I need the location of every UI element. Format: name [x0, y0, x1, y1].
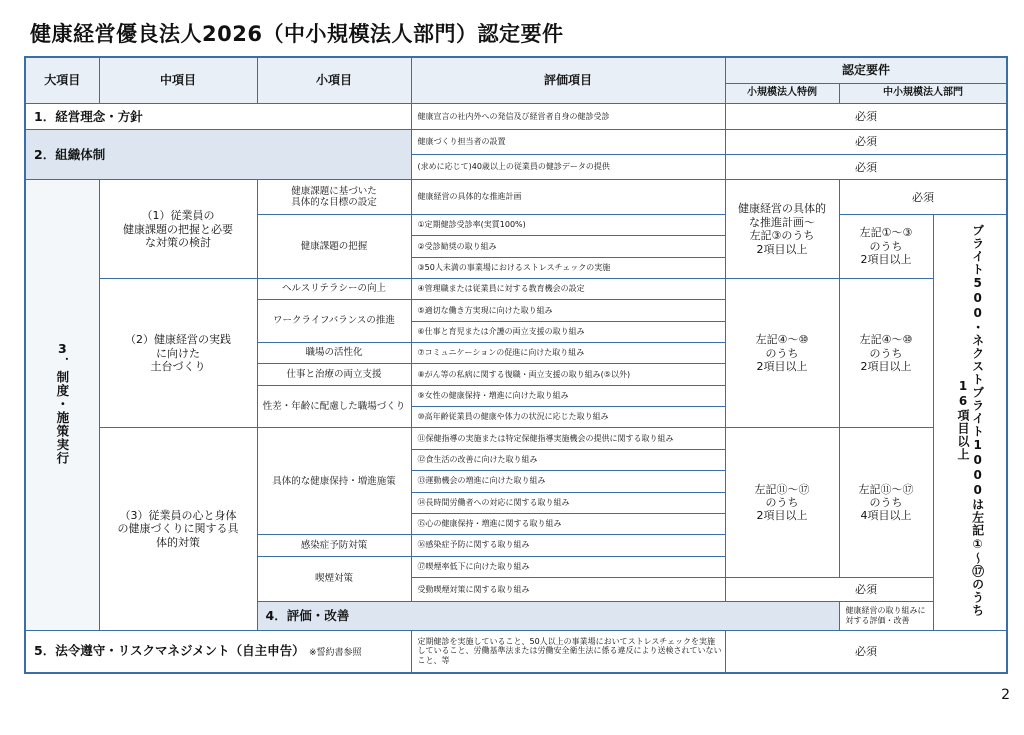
eval-item: ⑤適切な働き方実現に向けた取り組み	[411, 300, 725, 321]
section-5-note: ※誓約書参照	[308, 648, 362, 659]
section-4-label: 4．評価・改善	[257, 602, 839, 630]
section-3-text: 3．制度・施策実行	[54, 341, 70, 466]
mid-item-1: （1）従業員の 健康課題の把握と必要 な対策の検討	[99, 180, 257, 279]
eval-item: 定期健診を実施していること、50人以上の事業場においてストレスチェックを実施していること、労働基準法または労働安全衛生法に係る違反により送検されていないこと、等	[411, 630, 725, 673]
table-row	[25, 630, 1007, 673]
page-number: 2	[1001, 687, 1010, 703]
sub-item: 健康課題に基づいた 具体的な目標の設定	[257, 180, 411, 215]
condition-small-1: 健康経営の具体的 な推進計画～ 左記③のうち 2項目以上	[725, 180, 839, 279]
sub-item: 職場の活性化	[257, 343, 411, 364]
eval-item: ⑬運動機会の増進に向けた取り組み	[411, 471, 725, 492]
section-3-label	[25, 180, 99, 630]
eval-item: 健康経営の取り組みに対する評価・改善	[839, 602, 933, 630]
table-row	[25, 279, 1007, 300]
header-small-special: 小規模法人特例	[725, 83, 839, 103]
eval-item: ⑧がん等の私病に関する復職・両立支援の取り組み(⑤以外)	[411, 364, 725, 385]
sub-item: ワークライフバランスの推進	[257, 300, 411, 343]
table-row	[25, 104, 1007, 129]
eval-item: ⑭長時間労働者への対応に関する取り組み	[411, 492, 725, 513]
condition-chusho-2: 左記④～⑩ のうち 2項目以上	[839, 279, 933, 428]
eval-item: 受動喫煙対策に関する取り組み	[411, 577, 725, 601]
sub-item: 健康課題の把握	[257, 215, 411, 279]
requirements-table	[24, 56, 1008, 674]
page-title: 健康経営優良法人2026（中小規模法人部門）認定要件	[30, 22, 564, 46]
table-row	[25, 129, 1007, 154]
bright-condition-text: ブライト500・ネクストブライト1000は左記①～⑰のうち16項目以上	[956, 223, 985, 617]
requirement-cell: 必須	[725, 155, 1007, 180]
eval-item: ⑯感染症予防に関する取り組み	[411, 535, 725, 556]
eval-item: ⑦コミュニケーションの促進に向けた取り組み	[411, 343, 725, 364]
eval-item: ②受診勧奨の取り組み	[411, 236, 725, 257]
requirement-cell: 必須	[725, 577, 1007, 601]
header-chusho: 中小規模法人部門	[839, 83, 1007, 103]
eval-item: ⑨女性の健康保持・増進に向けた取り組み	[411, 385, 725, 406]
requirement-cell: 必須	[725, 104, 1007, 129]
eval-item: ⑫食生活の改善に向けた取り組み	[411, 449, 725, 470]
section-2-label: 2．組織体制	[25, 129, 411, 180]
section-1-label: 1．経営理念・方針	[25, 104, 411, 129]
eval-item: ⑮心の健康保持・増進に関する取り組み	[411, 513, 725, 534]
condition-small-2: 左記④～⑩ のうち 2項目以上	[725, 279, 839, 428]
mid-item-3: （3）従業員の心と身体 の健康づくりに関する具 体的対策	[99, 428, 257, 630]
sub-item: 具体的な健康保持・増進施策	[257, 428, 411, 535]
mid-item-2: （2）健康経営の実践 に向けた 土台づくり	[99, 279, 257, 428]
bright-condition	[933, 215, 1007, 631]
requirement-cell: 必須	[725, 630, 1007, 673]
table-header-row	[25, 57, 1007, 83]
header-chuukoumoku: 中項目	[99, 57, 257, 104]
eval-item: ⑥仕事と育児または介護の両立支援の取り組み	[411, 321, 725, 342]
requirement-cell: 必須	[725, 129, 1007, 154]
eval-item: 健康づくり担当者の設置	[411, 129, 725, 154]
sub-item: 性差・年齢に配慮した職場づくり	[257, 385, 411, 428]
sub-item: 仕事と治療の両立支援	[257, 364, 411, 385]
sub-item: 感染症予防対策	[257, 535, 411, 556]
section-5-text: 5．法令遵守・リスクマネジメント（自主申告）	[34, 643, 305, 659]
condition-small-3: 左記⑪～⑰ のうち 2項目以上	[725, 428, 839, 577]
header-daikoumoku: 大項目	[25, 57, 99, 104]
section-5-label	[25, 630, 411, 673]
eval-item: ①定期健診受診率(実質100%)	[411, 215, 725, 236]
condition-chusho-1: 左記①～③ のうち 2項目以上	[839, 215, 933, 279]
condition-chusho-3: 左記⑪～⑰ のうち 4項目以上	[839, 428, 933, 577]
eval-item: 健康経営の具体的な推進計画	[411, 180, 725, 215]
sub-item: ヘルスリテラシーの向上	[257, 279, 411, 300]
header-nintei: 認定要件	[725, 57, 1007, 83]
eval-item: 健康宣言の社内外への発信及び経営者自身の健診受診	[411, 104, 725, 129]
eval-item: ③50人未満の事業場におけるストレスチェックの実施	[411, 257, 725, 278]
eval-item: ⑪保健指導の実施または特定保健指導実施機会の提供に関する取り組み	[411, 428, 725, 449]
requirement-cell: 必須	[839, 180, 1007, 215]
eval-item: (求めに応じて)40歳以上の従業員の健診データの提供	[411, 155, 725, 180]
header-hyoka: 評価項目	[411, 57, 725, 104]
header-shoukoumoku: 小項目	[257, 57, 411, 104]
eval-item: ⑰喫煙率低下に向けた取り組み	[411, 556, 725, 577]
table-row	[25, 180, 1007, 215]
sub-item: 喫煙対策	[257, 556, 411, 602]
table-row	[25, 428, 1007, 449]
eval-item: ⑩高年齢従業員の健康や体力の状況に応じた取り組み	[411, 407, 725, 428]
eval-item: ④管理職または従業員に対する教育機会の設定	[411, 279, 725, 300]
